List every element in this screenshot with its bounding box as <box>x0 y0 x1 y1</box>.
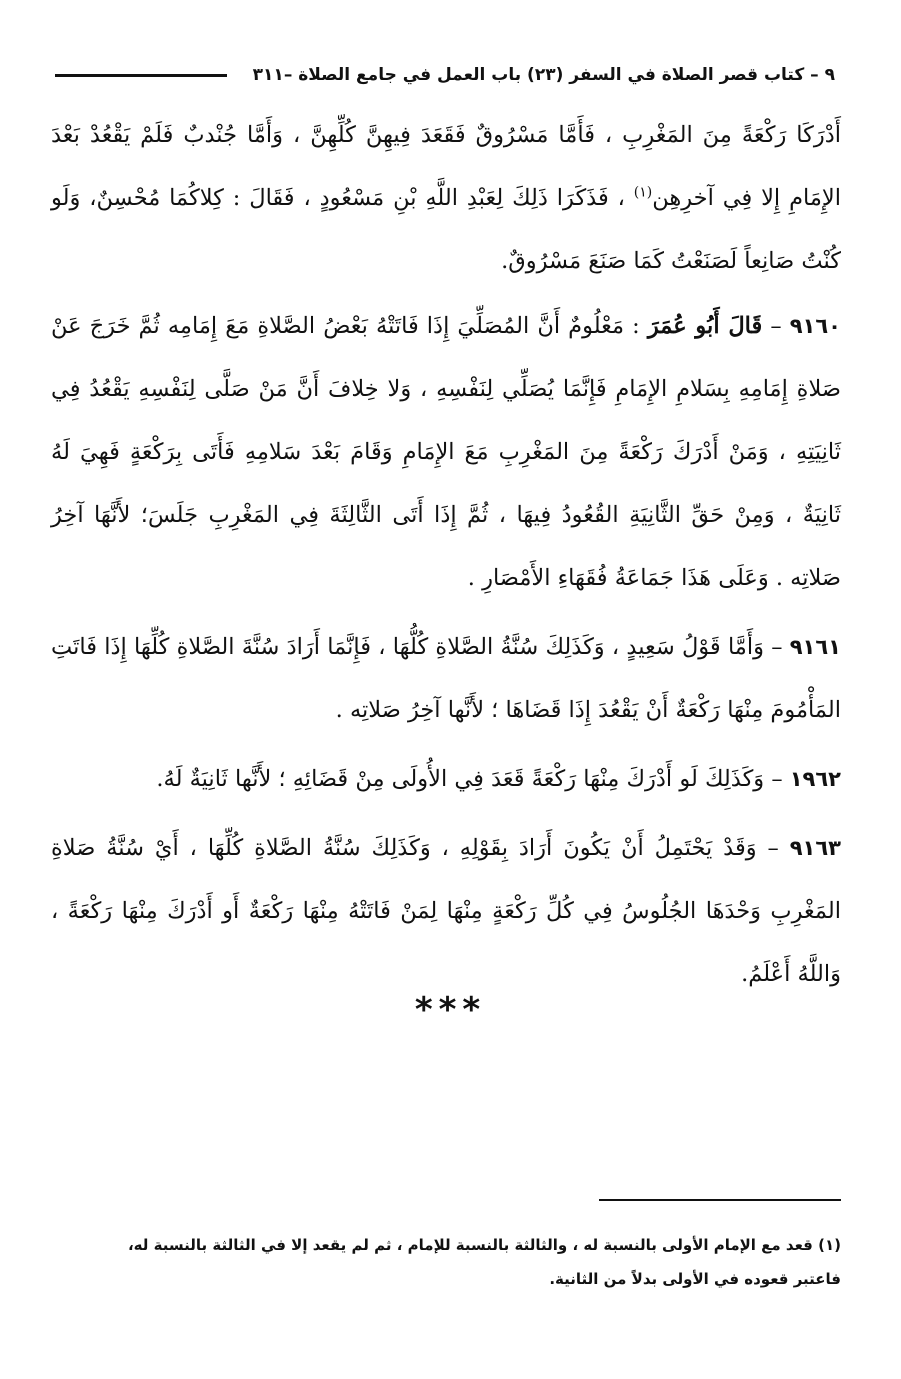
dash: – <box>771 766 783 792</box>
paragraph-number: ٩١٦٣ <box>789 836 841 860</box>
footnote-text: قعد مع الإمام الأولى بالنسبة له ، والثالثة بالنسبة للإمام ، ثم لم يقعد إلا في الثالثة بالنسبة له، <box>127 1236 813 1254</box>
paragraph-text-after: ، فَذَكَرَا ذَلِكَ لِعَبْدِ اللَّهِ بْنِ مَسْعُودٍ ، فَقَالَ : كِلاكُمَا مُحْسِنٌ، وَلَو كُنْتُ صَانِعاً لَصَنَعْتُ كَمَا صَنَعَ مَسْرُوقٌ. <box>51 185 841 274</box>
header-rule <box>55 74 227 77</box>
running-header <box>55 58 835 92</box>
footnote-marker: (١) <box>818 1236 841 1254</box>
footnotes <box>51 1228 841 1296</box>
paragraph-continuation <box>51 104 841 293</box>
paragraph-number: ١٩٦٢ <box>789 767 841 791</box>
paragraph-1962 <box>51 748 841 811</box>
paragraph-number: ٩١٦١ <box>789 635 841 659</box>
footnote-rule <box>599 1199 841 1201</box>
dash: – <box>770 313 782 339</box>
running-header-title: ٩ – كتاب قصر الصلاة في السفر (٢٣) باب العمل في جامع الصلاة –٣١١ <box>252 65 835 85</box>
paragraph-text: وَكَذَلِكَ لَو أَدْرَكَ مِنْهَا رَكْعَةً قَعَدَ فِي الأُولَى مِنْ قَضَائِهِ ؛ لأَنَّها ثَانِيَةٌ لَهُ. <box>156 766 765 792</box>
section-separator: *** <box>414 990 487 1030</box>
footnote-reference[interactable]: (١) <box>633 184 653 201</box>
paragraph-9161 <box>51 616 841 742</box>
paragraph-text: : مَعْلُومٌ أَنَّ المُصَلِّيَ إِذَا فَاتَتْهُ بَعْضُ الصَّلاةِ مَعَ إِمَامِه ثُمَّ خَرَجَ عَنْ صَلاةِ إِمَامِهِ بِسَلامِ الإِمَامِ فَإِنَّمَا يُصَلِّي لِنَفْسِهِ ، وَلا خِلافَ أَنَّ مَنْ صَلَّى لِنَفْسِهِ يَقْعُدُ فِي ثَانِيَتِهِ ، وَمَنْ أَدْرَكَ رَكْعَةً مِنَ المَغْرِبِ مَعَ الإِمَامِ وَقَامَ بَعْدَ سَلامِهِ فَأَتَى بِرَكْعَةٍ فَهِيَ لَهُ ثَانِيَةٌ ، وَمِنْ حَقِّ الثَّانِيَةِ القُعُودُ فِيهَا ، ثُمَّ إِذَا أَتَى الثَّالِثَةَ فِي المَغْرِبِ جَلَسَ؛ لأَنَّهَا آخِرُ صَلاتِه . وَعَلَى هَذَا جَمَاعَةُ فُقَهَاءِ الأَمْصَارِ . <box>51 313 841 591</box>
paragraph-text: أَدْرَكَا رَكْعَةً مِنَ المَغْرِبِ ، فَأَمَّا مَسْرُوقٌ فَقَعَدَ فِيهِنَّ كُلِّهِنَّ ، وَأَمَّا جُنْدبٌ فَلَمْ يَقْعُدْ بَعْدَ الإِمَامِ إِلا فِي آخرِهِن <box>51 122 841 211</box>
footnote-1-line-1 <box>51 1228 841 1262</box>
speaker-label: قَالَ أَبُو عُمَرَ <box>647 313 763 339</box>
dash: – <box>771 634 783 660</box>
footnote-1-line-2 <box>51 1262 841 1296</box>
dash: – <box>767 835 779 861</box>
paragraph-9160 <box>51 295 841 610</box>
paragraph-text: وَقَدْ يَحْتَمِلُ أَنْ يَكُونَ أَرَادَ بِقَوْلِهِ ، وَكَذَلِكَ سُنَّةُ الصَّلاةِ كُلِّهَا ، أَيْ سُنَّةُ صَلاةِ المَغْرِبِ وَحْدَهَا الجُلُوسُ فِي كُلِّ رَكْعَةٍ مِنْهَا لِمَنْ فَاتَتْهُ مِنْهَا رَكْعَةٌ أَو أَدْرَكَ مِنْهَا رَكْعَةً ، وَاللَّهُ أَعْلَمُ. <box>51 835 841 987</box>
body-text <box>51 104 841 1012</box>
paragraph-9163 <box>51 817 841 1006</box>
paragraph-text: وَأَمَّا قَوْلُ سَعِيدٍ ، وَكَذَلِكَ سُنَّةُ الصَّلاةِ كُلُّهَا ، فَإِنَّمَا أَرَادَ سُنَّةَ الصَّلاةِ كُلِّهَا إِذَا فَاتَتِ المَأْمُومَ مِنْهَا رَكْعَةٌ أَنْ يَقْعُدَ إِذَا قَضَاهَا ؛ لأَنَّها آخِرُ صَلاتِه . <box>51 634 841 723</box>
footnote-text: فاعتبر قعوده في الأولى بدلاً من الثانية. <box>549 1270 841 1288</box>
paragraph-number: ٩١٦٠ <box>789 314 842 338</box>
